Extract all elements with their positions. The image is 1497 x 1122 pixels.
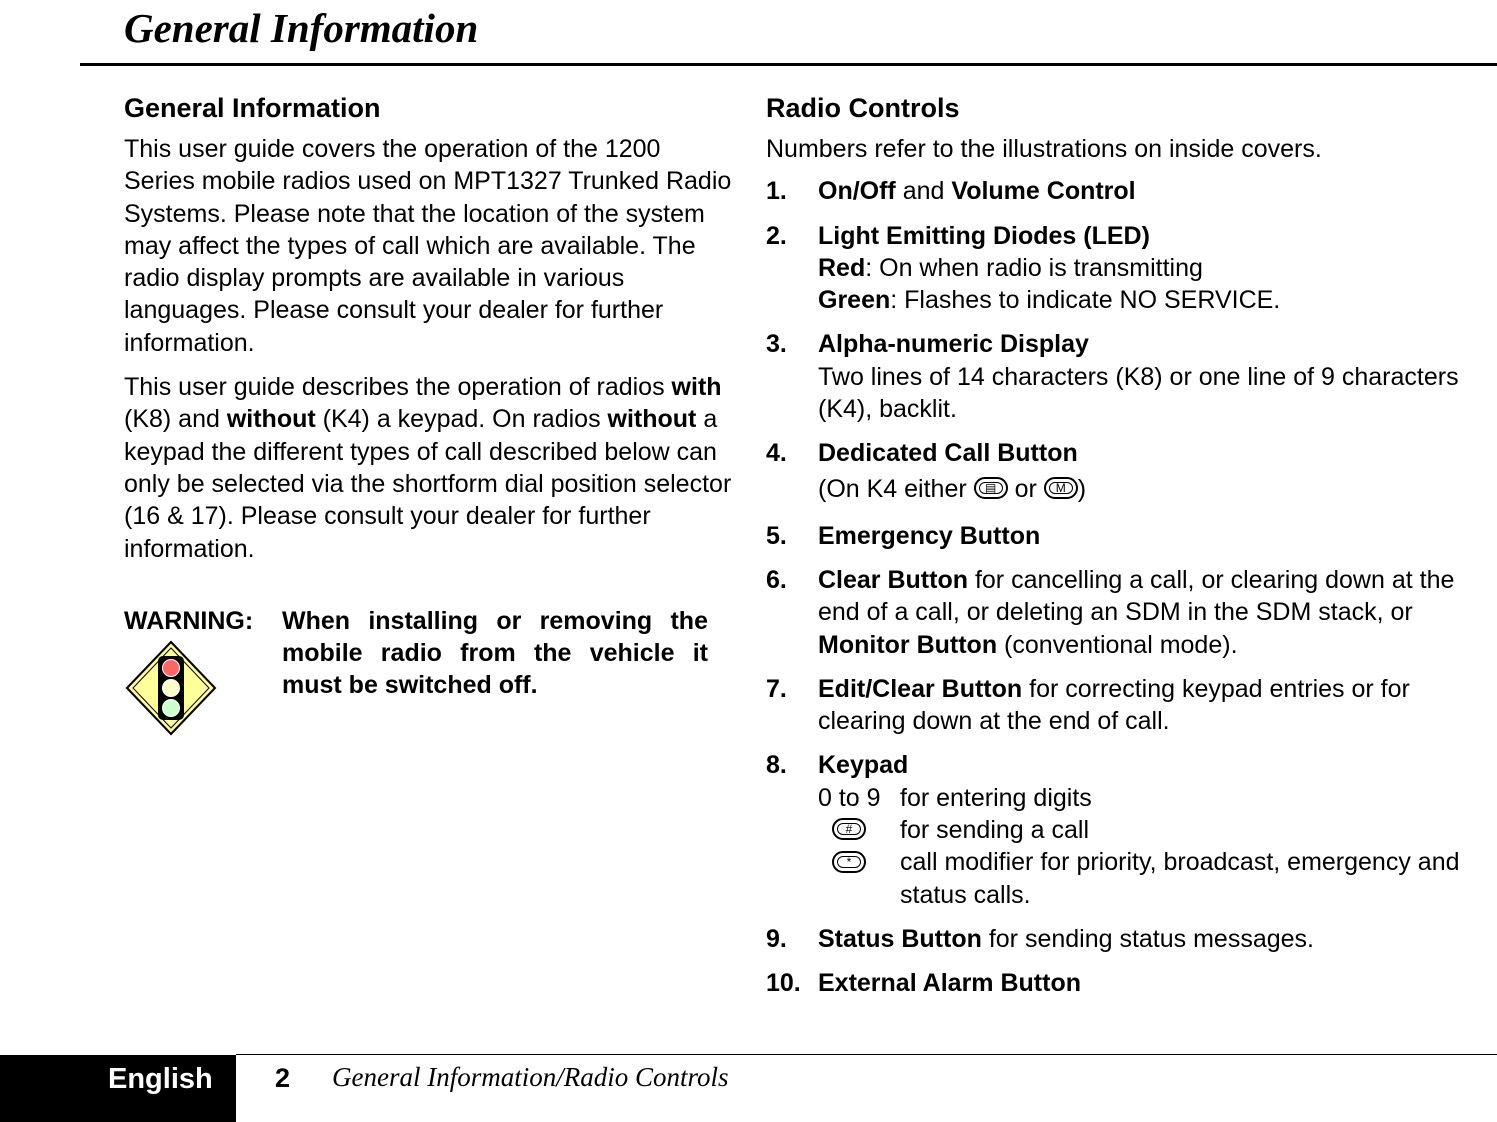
list-item: 6. Clear Button for cancelling a call, or clearing down at the end of a call, or deleting an SDM in the SDM stack, or Monitor Button (conventional mode). [766, 565, 1455, 659]
list-item: 2. Light Emitting Diodes (LED) Red: On when radio is transmitting Green: Flashes to indicate NO SERVICE. [766, 221, 1281, 315]
general-info-heading: General Information [124, 93, 381, 123]
list-item: 4. Dedicated Call Button (On K4 either ▤ or M ) [766, 439, 1087, 503]
radio-controls-intro: Numbers refer to the illustrations on inside covers. [766, 135, 1322, 163]
footer-rule [236, 1054, 1497, 1055]
menu-key-icon: M [1044, 477, 1078, 499]
footer-title: General Information/Radio Controls [332, 1062, 729, 1092]
list-item: 10. External Alarm Button [766, 969, 1082, 998]
warning-text: When installing or removing the mobile radio from the vehicle it must be switched off. [282, 606, 708, 700]
list-item: 7. Edit/Clear Button for correcting keypad entries or for clearing down at the end of call. [766, 674, 1410, 736]
header-rule [80, 63, 1497, 66]
star-key-icon: * [832, 851, 866, 873]
page-title: General Information [124, 5, 479, 51]
list-item: 9. Status Button for sending status messages. [766, 924, 1314, 953]
list-item: 3. Alpha-numeric Display Two lines of 14 characters (K8) or one line of 9 characters (K4), backlit. [766, 330, 1459, 424]
left-column [124, 92, 734, 735]
page-number: 2 [275, 1063, 291, 1093]
call-key-icon: ▤ [974, 477, 1008, 499]
traffic-light-icon [124, 640, 218, 736]
warning-block [124, 605, 734, 735]
list-item: 8. Keypad 0 to 9 for entering digits # for sending a call * call modifier for priority, broadcast, emergency and status calls. [766, 751, 1460, 909]
general-info-paragraph-1: This user guide covers the operation of the 1200 Series mobile radios used on MPT1327 Trunked Radio Systems. Please note that the location of the system may affect the types of call which are available. The radio display prompts are available in various languages. Please consult your dealer for further information. [124, 135, 732, 357]
list-item: 5. Emergency Button [766, 521, 1041, 550]
controls-list [766, 175, 1497, 999]
list-item: 1. On/Off and Volume Control [766, 177, 1136, 206]
hash-key-icon: # [832, 818, 866, 840]
right-column [766, 92, 1497, 1012]
radio-controls-heading: Radio Controls [766, 93, 960, 123]
language-tab: English [0, 1055, 236, 1122]
general-info-paragraph-2: This user guide describes the operation of radios with (K8) and without (K4) a keypad. On radios without a keypad the different types of call described below can only be selected via the shortform dial position selector (16 & 17). Please consult your dealer for further information. [124, 373, 732, 563]
warning-label: WARNING: [124, 606, 254, 635]
